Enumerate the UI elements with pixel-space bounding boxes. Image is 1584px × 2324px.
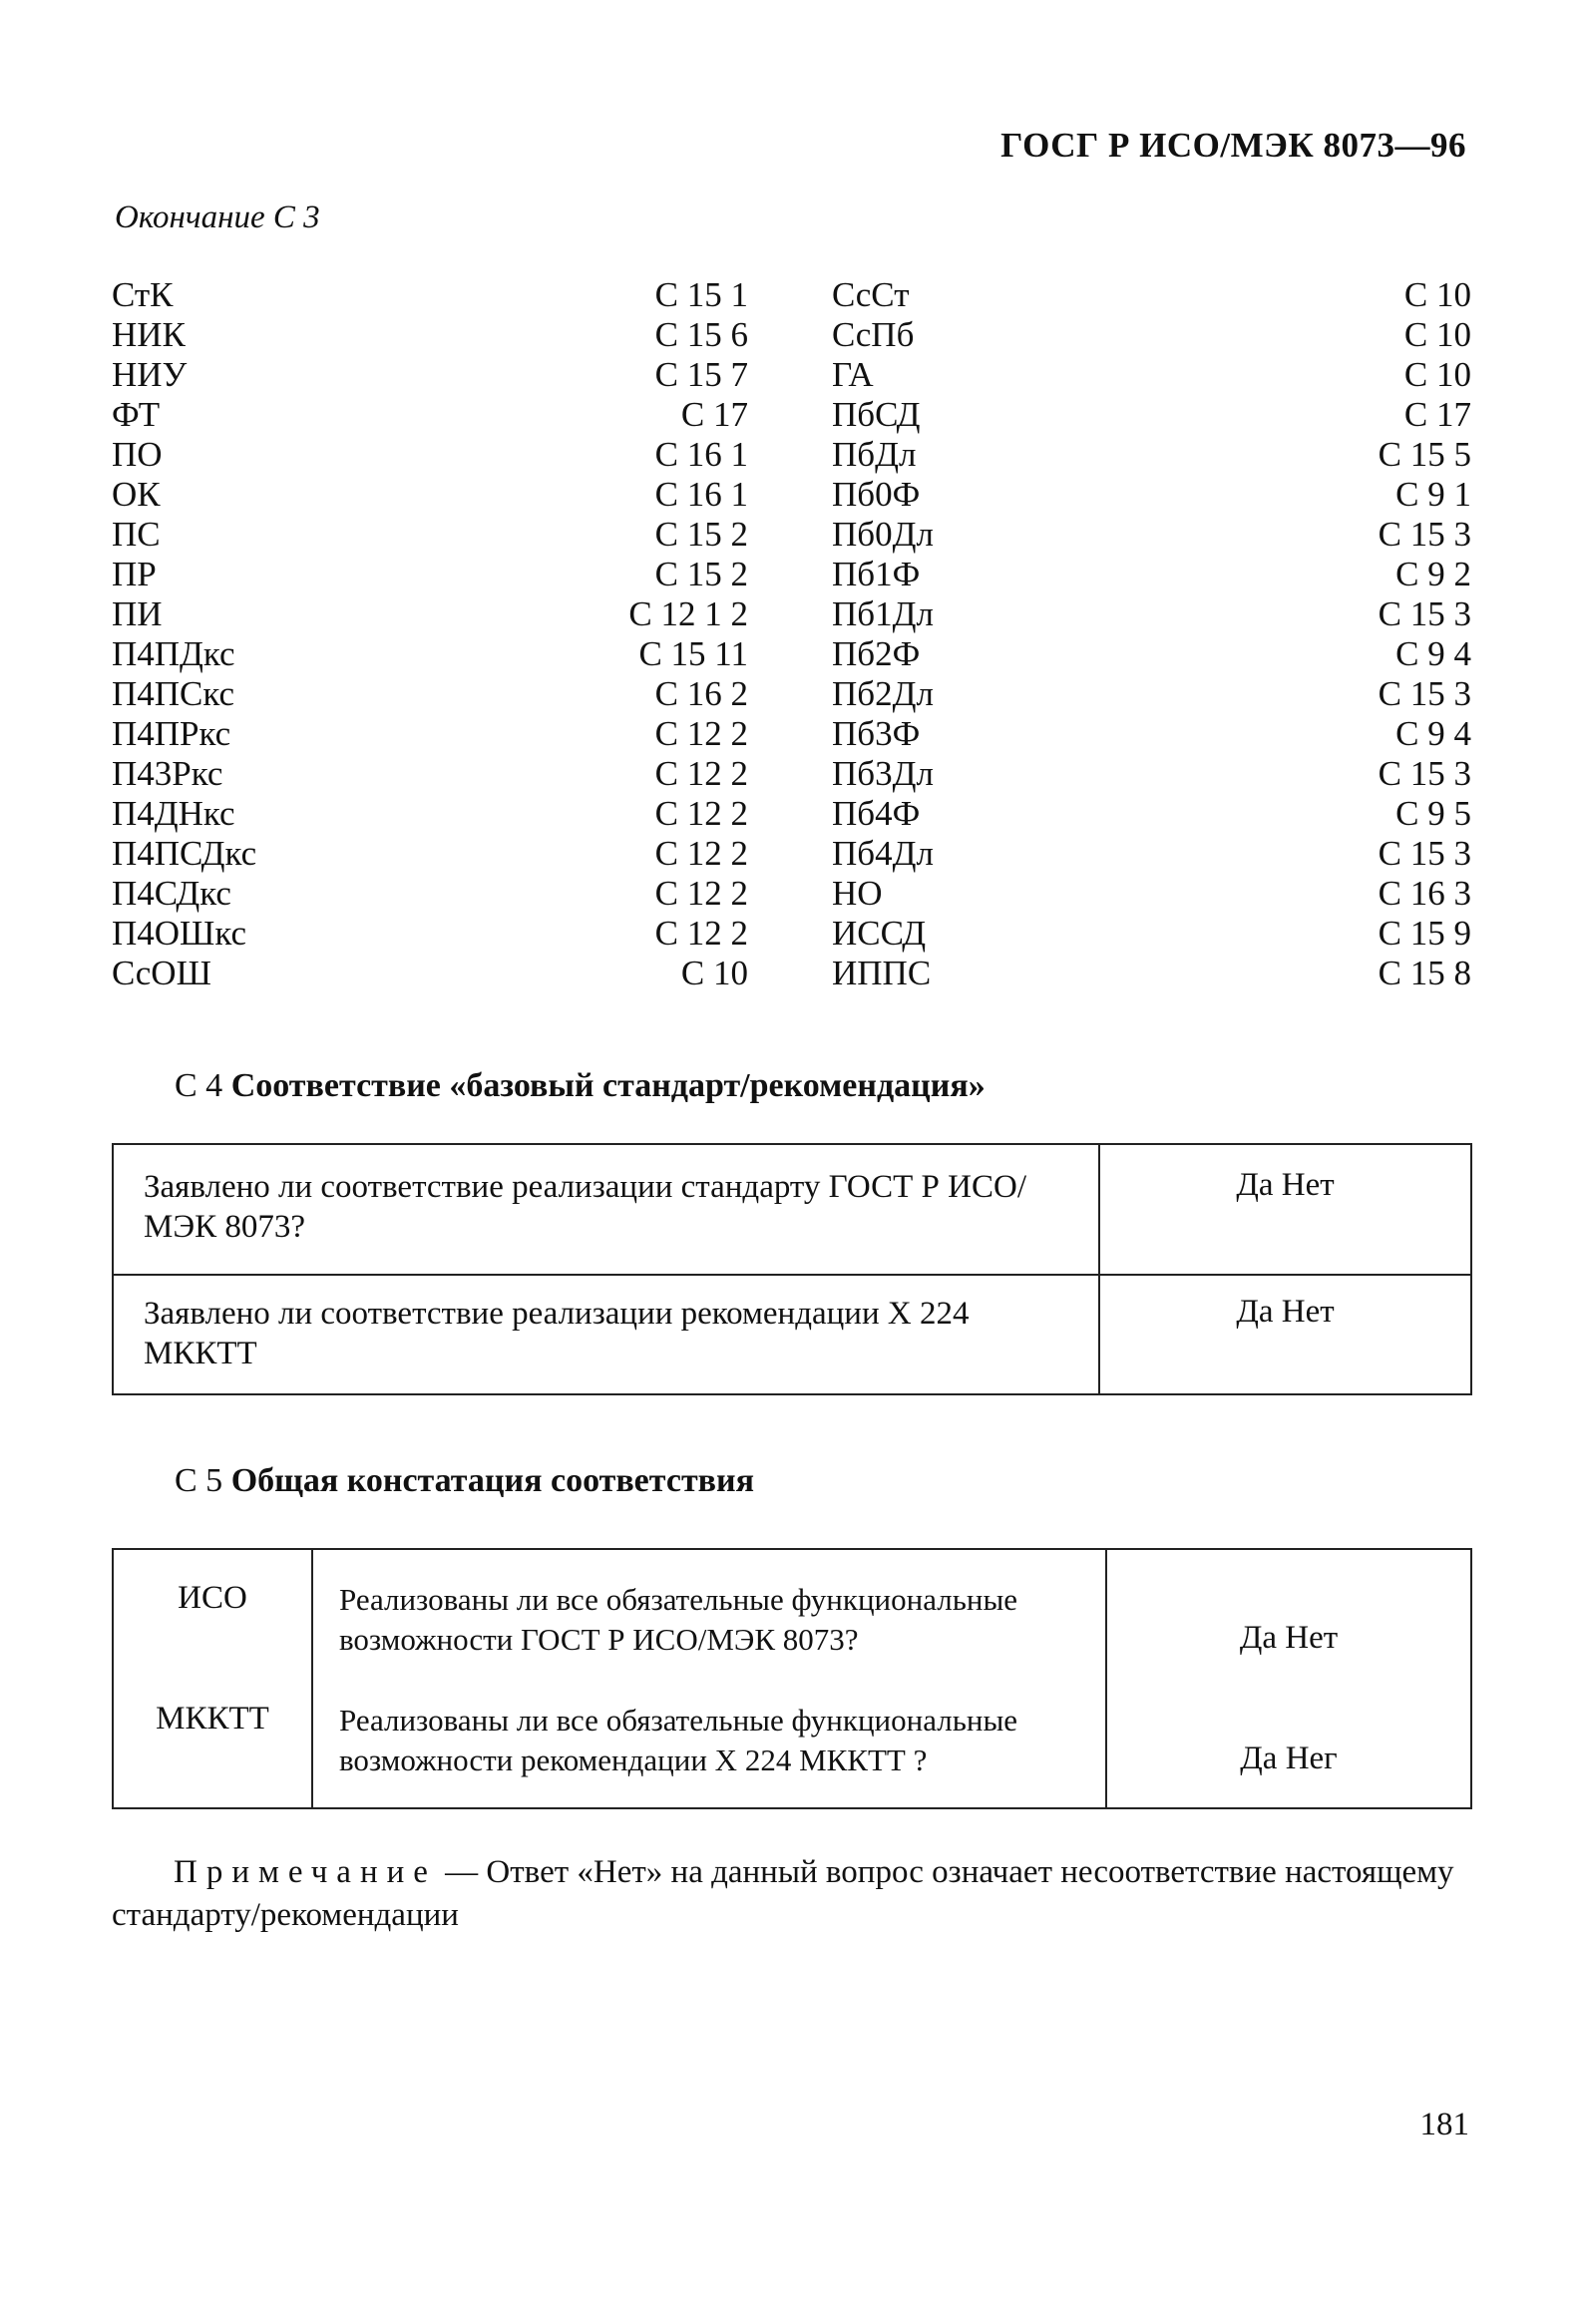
abbr-left-term: ФТ bbox=[112, 395, 161, 434]
abbr-left-term: ПС bbox=[112, 515, 161, 554]
abbreviation-row bbox=[0, 355, 1584, 395]
abbreviation-row bbox=[0, 674, 1584, 714]
abbreviation-row bbox=[0, 954, 1584, 993]
abbr-left-term: П4ПСДкс bbox=[112, 834, 257, 873]
abbreviation-row bbox=[0, 395, 1584, 435]
abbr-left-ref: С 12 2 bbox=[654, 754, 748, 793]
abbreviation-row bbox=[0, 475, 1584, 515]
abbr-right-term: Пб0Ф bbox=[832, 475, 921, 514]
section-c5-number: С 5 bbox=[175, 1462, 223, 1499]
abbr-right-ref: С 15 3 bbox=[1378, 674, 1471, 713]
c5-answer-ccitt: Да Нег bbox=[1240, 1741, 1338, 1776]
abbr-right-ref: С 15 3 bbox=[1378, 594, 1471, 633]
abbreviation-row bbox=[0, 634, 1584, 674]
c4-question-recommendation: Заявлено ли соответствие реализации рекомендации X 224 МККТТ bbox=[113, 1275, 1099, 1394]
abbr-left-term: СсОШ bbox=[112, 954, 211, 992]
section-c5-heading bbox=[175, 1462, 754, 1500]
abbr-left-term: ОК bbox=[112, 475, 161, 514]
abbr-right-term: Пб3Дл bbox=[832, 754, 934, 793]
abbr-left-ref: С 10 bbox=[680, 954, 748, 992]
abbr-left-term: П4ОШкс bbox=[112, 914, 247, 953]
c5-question-iso: Реализованы ли все обязательные функциональные возможности ГОСТ Р ИСО/МЭК 8073? bbox=[339, 1582, 1018, 1657]
abbreviation-row bbox=[0, 794, 1584, 834]
abbreviation-row bbox=[0, 874, 1584, 914]
abbr-right-ref: С 15 8 bbox=[1378, 954, 1471, 992]
c5-answer-column bbox=[1106, 1549, 1471, 1808]
page-number: 181 bbox=[1419, 2107, 1469, 2142]
c5-org-iso: ИСО bbox=[178, 1580, 247, 1616]
section-c5-title: Общая констатация соответствия bbox=[230, 1462, 755, 1499]
abbr-left-ref: С 15 7 bbox=[654, 355, 748, 394]
abbr-left-term: ПИ bbox=[112, 594, 163, 633]
abbr-right-term: ПбСД bbox=[832, 395, 921, 434]
conformance-base-standard-table bbox=[112, 1143, 1472, 1395]
abbr-left-ref: С 12 2 bbox=[654, 874, 748, 913]
c5-org-column bbox=[113, 1549, 312, 1808]
abbr-left-ref: С 16 1 bbox=[654, 435, 748, 474]
abbr-left-term: ПО bbox=[112, 435, 163, 474]
abbr-left-term: П4ПСкс bbox=[112, 674, 235, 713]
document-header-title: ГОСГ Р ИСО/МЭК 8073—96 bbox=[1000, 126, 1466, 165]
abbr-right-ref: С 17 bbox=[1403, 395, 1471, 434]
abbr-left-ref: С 15 2 bbox=[654, 555, 748, 593]
abbreviation-row bbox=[0, 435, 1584, 475]
abbreviation-row bbox=[0, 754, 1584, 794]
note-label: Примечание bbox=[174, 1854, 437, 1890]
abbr-left-ref: С 16 2 bbox=[654, 674, 748, 713]
c5-answer-iso: Да Нет bbox=[1239, 1620, 1339, 1656]
abbr-right-ref: С 15 5 bbox=[1378, 435, 1471, 474]
abbr-left-ref: С 15 11 bbox=[638, 634, 748, 673]
abbr-right-term: НО bbox=[832, 874, 883, 913]
abbr-right-term: ПбДл bbox=[832, 435, 917, 474]
c5-question-ccitt: Реализованы ли все обязательные функциональные возможности рекомендации X 224 МККТТ ? bbox=[339, 1703, 1018, 1777]
abbr-right-term: ГА bbox=[832, 355, 874, 394]
abbr-right-ref: С 15 3 bbox=[1378, 515, 1471, 554]
abbr-right-ref: С 9 4 bbox=[1395, 714, 1471, 753]
abbr-left-ref: С 16 1 bbox=[654, 475, 748, 514]
abbreviation-row bbox=[0, 555, 1584, 594]
c4-question-standard: Заявлено ли соответствие реализации стандарту ГОСТ Р ИСО/МЭК 8073? bbox=[113, 1144, 1099, 1275]
abbr-left-term: ПР bbox=[112, 555, 157, 593]
abbr-right-term: СсПб bbox=[832, 315, 915, 354]
abbreviation-row bbox=[0, 714, 1584, 754]
abbreviation-row bbox=[0, 275, 1584, 315]
abbreviation-row bbox=[0, 914, 1584, 954]
note-text: — Ответ «Нет» на данный вопрос означает несоответствие настоящему стандарту/рекомендации bbox=[112, 1854, 1454, 1933]
abbreviation-row bbox=[0, 315, 1584, 355]
abbr-right-term: Пб0Дл bbox=[832, 515, 934, 554]
abbr-right-ref: С 15 3 bbox=[1378, 754, 1471, 793]
abbreviation-row bbox=[0, 834, 1584, 874]
abbr-left-ref: С 12 1 2 bbox=[628, 594, 748, 633]
section-c4-title: Соответствие «базовый стандарт/рекомендация» bbox=[230, 1067, 986, 1104]
section-c4-heading bbox=[175, 1067, 986, 1105]
abbr-right-term: СсСт bbox=[832, 275, 910, 314]
abbr-right-term: Пб1Ф bbox=[832, 555, 921, 593]
abbr-right-ref: С 9 5 bbox=[1395, 794, 1471, 833]
abbr-left-term: НИУ bbox=[112, 355, 188, 394]
abbr-left-ref: С 17 bbox=[680, 395, 748, 434]
abbr-right-ref: С 15 3 bbox=[1378, 834, 1471, 873]
abbreviation-row bbox=[0, 594, 1584, 634]
abbr-left-term: П4ДНкс bbox=[112, 794, 235, 833]
abbr-right-term: Пб3Ф bbox=[832, 714, 921, 753]
abbr-right-term: ИССД bbox=[832, 914, 927, 953]
table-continuation-label: Окончание С 3 bbox=[115, 199, 320, 235]
abbr-right-ref: С 15 9 bbox=[1378, 914, 1471, 953]
abbr-left-ref: С 12 2 bbox=[654, 914, 748, 953]
abbr-left-ref: С 12 2 bbox=[654, 834, 748, 873]
note-paragraph bbox=[112, 1851, 1471, 1937]
abbr-left-term: П4СДкс bbox=[112, 874, 231, 913]
abbr-right-ref: С 9 4 bbox=[1395, 634, 1471, 673]
abbr-right-term: Пб4Ф bbox=[832, 794, 921, 833]
abbr-right-ref: С 9 1 bbox=[1395, 475, 1471, 514]
abbr-right-ref: С 10 bbox=[1403, 315, 1471, 354]
abbr-right-term: Пб2Ф bbox=[832, 634, 921, 673]
abbr-right-ref: С 9 2 bbox=[1395, 555, 1471, 593]
abbr-right-ref: С 16 3 bbox=[1378, 874, 1471, 913]
abbr-right-term: ИППС bbox=[832, 954, 932, 992]
abbr-left-term: СтК bbox=[112, 275, 174, 314]
abbr-left-ref: С 15 1 bbox=[654, 275, 748, 314]
abbr-left-ref: С 12 2 bbox=[654, 714, 748, 753]
abbr-left-ref: С 12 2 bbox=[654, 794, 748, 833]
abbr-left-term: П4ПРкс bbox=[112, 714, 231, 753]
abbr-left-term: НИК bbox=[112, 315, 186, 354]
abbr-right-term: Пб2Дл bbox=[832, 674, 934, 713]
abbreviation-row bbox=[0, 515, 1584, 555]
abbr-right-ref: С 10 bbox=[1403, 355, 1471, 394]
abbr-left-ref: С 15 2 bbox=[654, 515, 748, 554]
c5-org-ccitt: МККТТ bbox=[156, 1701, 269, 1737]
abbr-right-ref: С 10 bbox=[1403, 275, 1471, 314]
c5-question-column bbox=[312, 1549, 1106, 1808]
abbr-left-term: П4ПДкс bbox=[112, 634, 235, 673]
abbr-right-term: Пб1Дл bbox=[832, 594, 934, 633]
abbr-right-term: Пб4Дл bbox=[832, 834, 934, 873]
abbr-left-ref: С 15 6 bbox=[654, 315, 748, 354]
c4-answer-recommendation: Да Нет bbox=[1099, 1275, 1471, 1394]
c4-answer-standard: Да Нет bbox=[1099, 1144, 1471, 1275]
overall-conformance-table bbox=[112, 1548, 1472, 1809]
abbr-left-term: П43Ркс bbox=[112, 754, 223, 793]
section-c4-number: С 4 bbox=[175, 1067, 223, 1104]
